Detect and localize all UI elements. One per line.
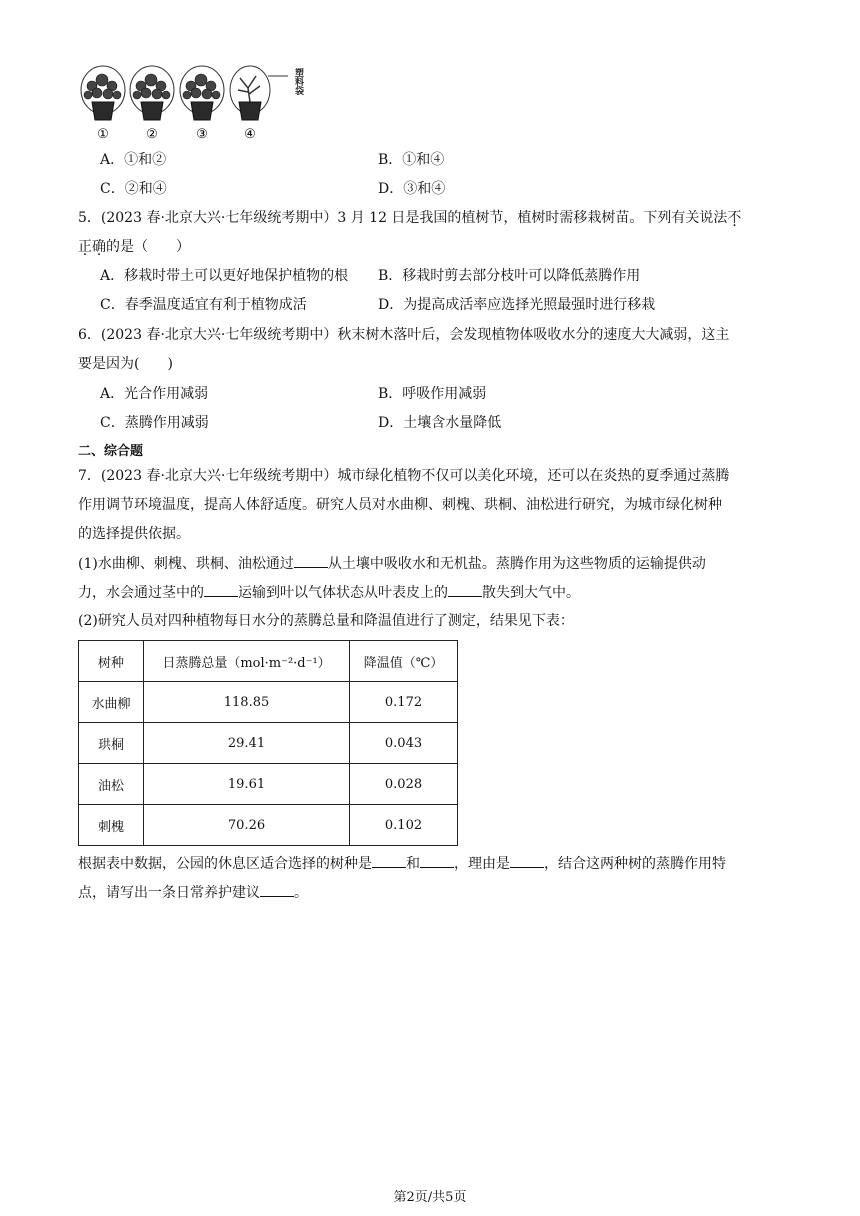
table-row	[79, 805, 458, 846]
q5-stem-line1	[78, 208, 741, 228]
table-cell: 118.85	[144, 682, 350, 723]
q7-question-line2	[78, 882, 308, 903]
figure-label-4: ④	[244, 127, 256, 142]
figure-label-3: ③	[196, 127, 208, 142]
table-cell: 29.41	[144, 723, 350, 764]
answer-blank[interactable]	[510, 853, 544, 868]
q5-stem-line2	[78, 237, 190, 257]
answer-blank[interactable]	[448, 582, 482, 597]
page-footer: 第2页/共5页	[393, 1190, 467, 1205]
q7-question-text: 点，请写出一条日常养护建议	[78, 885, 260, 901]
table-row	[79, 764, 458, 805]
pot-3-bagged	[180, 66, 224, 120]
q5-option-a: A．移栽时带土可以更好地保护植物的根	[100, 268, 349, 284]
answer-blank[interactable]	[420, 853, 454, 868]
answer-blank[interactable]	[204, 582, 238, 597]
q7-part1-text: 从土壤中吸收水和无机盐。蒸腾作用为这些物质的运输提供动	[327, 556, 706, 572]
q7-intro-line3: 的选择提供依据。	[78, 526, 190, 542]
table-cell: 0.043	[350, 723, 458, 764]
table-cell: 珙桐	[79, 723, 144, 764]
pot-2-bagged	[130, 66, 174, 120]
q6-stem-line2: 要是因为( )	[78, 356, 173, 372]
q4-option-d: D．③和④	[378, 181, 446, 197]
q4-option-c: C．②和④	[100, 181, 167, 197]
q6-option-d: D．土壤含水量降低	[378, 415, 502, 431]
table-cell: 0.172	[350, 682, 458, 723]
q6-option-c: C．蒸腾作用减弱	[100, 415, 209, 431]
answer-blank[interactable]	[372, 853, 406, 868]
answer-blank[interactable]	[294, 553, 328, 568]
table-row	[79, 682, 458, 723]
q5-option-d: D．为提高成活率应选择光照最强时进行移栽	[378, 297, 656, 313]
q7-part1-text: 力，水会通过茎中的	[78, 585, 204, 601]
q7-question-text: ，理由是	[454, 856, 510, 872]
q6-option-b: B．呼吸作用减弱	[378, 386, 487, 402]
q7-intro-line1: 7．(2023 春·北京大兴·七年级统考期中）城市绿化植物不仅可以美化环境，还可以在炎热的夏季通过蒸腾	[78, 468, 730, 484]
q5-emphasis-char: 不	[727, 210, 742, 226]
pot-4-bare-branches	[230, 66, 288, 120]
q7-question-text: 。	[294, 885, 308, 901]
plant-pots-figure	[78, 62, 308, 144]
q6-option-a: A．光合作用减弱	[100, 386, 209, 402]
table-cell: 0.102	[350, 805, 458, 846]
q5-stem-text: 的是（ ）	[106, 239, 190, 255]
table-row	[79, 723, 458, 764]
q7-part1-text: (1)水曲柳、刺槐、珙桐、油松通过	[78, 556, 294, 572]
table-cell: 水曲柳	[79, 682, 144, 723]
answer-blank[interactable]	[260, 882, 294, 897]
q7-question-text: 根据表中数据，公园的休息区适合选择的树种是	[78, 856, 372, 872]
q5-emphasis-char: 正	[78, 239, 92, 255]
table-cell: 刺槐	[79, 805, 144, 846]
figure-label-2: ②	[146, 127, 158, 142]
section-heading: 二、综合题	[78, 444, 144, 459]
figure-label-1: ①	[97, 127, 109, 142]
q5-option-b: B．移栽时剪去部分枝叶可以降低蒸腾作用	[378, 268, 641, 284]
table-header-cell: 树种	[79, 641, 144, 682]
q7-part1-line2	[78, 582, 580, 603]
q7-part1-line1	[78, 553, 706, 574]
q7-part1-text: 运输到叶以气体状态从叶表皮上的	[238, 585, 448, 601]
q4-option-b: B．①和④	[378, 152, 445, 168]
q6-stem-line1: 6．(2023 春·北京大兴·七年级统考期中）秋末树木落叶后，会发现植物体吸收水分的速度大大减弱，这主	[78, 327, 730, 343]
q7-question-text: 和	[406, 856, 420, 872]
transpiration-table	[78, 640, 458, 846]
pot-1-bagged	[81, 66, 125, 120]
q5-stem-text: 5．(2023 春·北京大兴·七年级统考期中）3 月 12 日是我国的植树节，植树时需移栽树苗。下列有关说法	[78, 210, 728, 226]
table-cell: 0.028	[350, 764, 458, 805]
bag-label: 塑料袋	[293, 68, 303, 95]
q7-part1-text: 散失到大气中。	[482, 585, 580, 601]
table-header-cell: 降温值（℃）	[350, 641, 458, 682]
table-cell: 70.26	[144, 805, 350, 846]
q5-emphasis-char: 确	[92, 239, 106, 255]
table-header-cell: 日蒸腾总量（mol·m⁻²·d⁻¹）	[144, 641, 350, 682]
table-header-row	[79, 641, 458, 682]
q7-question-line1	[78, 853, 726, 874]
table-cell: 油松	[79, 764, 144, 805]
q5-option-c: C．春季温度适宜有利于植物成活	[100, 297, 307, 313]
q7-intro-line2: 作用调节环境温度，提高人体舒适度。研究人员对水曲柳、刺槐、珙桐、油松进行研究，为城市绿化树种	[78, 497, 722, 513]
q4-option-a: A．①和②	[100, 152, 167, 168]
table-cell: 19.61	[144, 764, 350, 805]
q7-question-text: ，结合这两种树的蒸腾作用特	[544, 856, 726, 872]
q7-part2-line: (2)研究人员对四种植物每日水分的蒸腾总量和降温值进行了测定，结果见下表：	[78, 613, 574, 629]
